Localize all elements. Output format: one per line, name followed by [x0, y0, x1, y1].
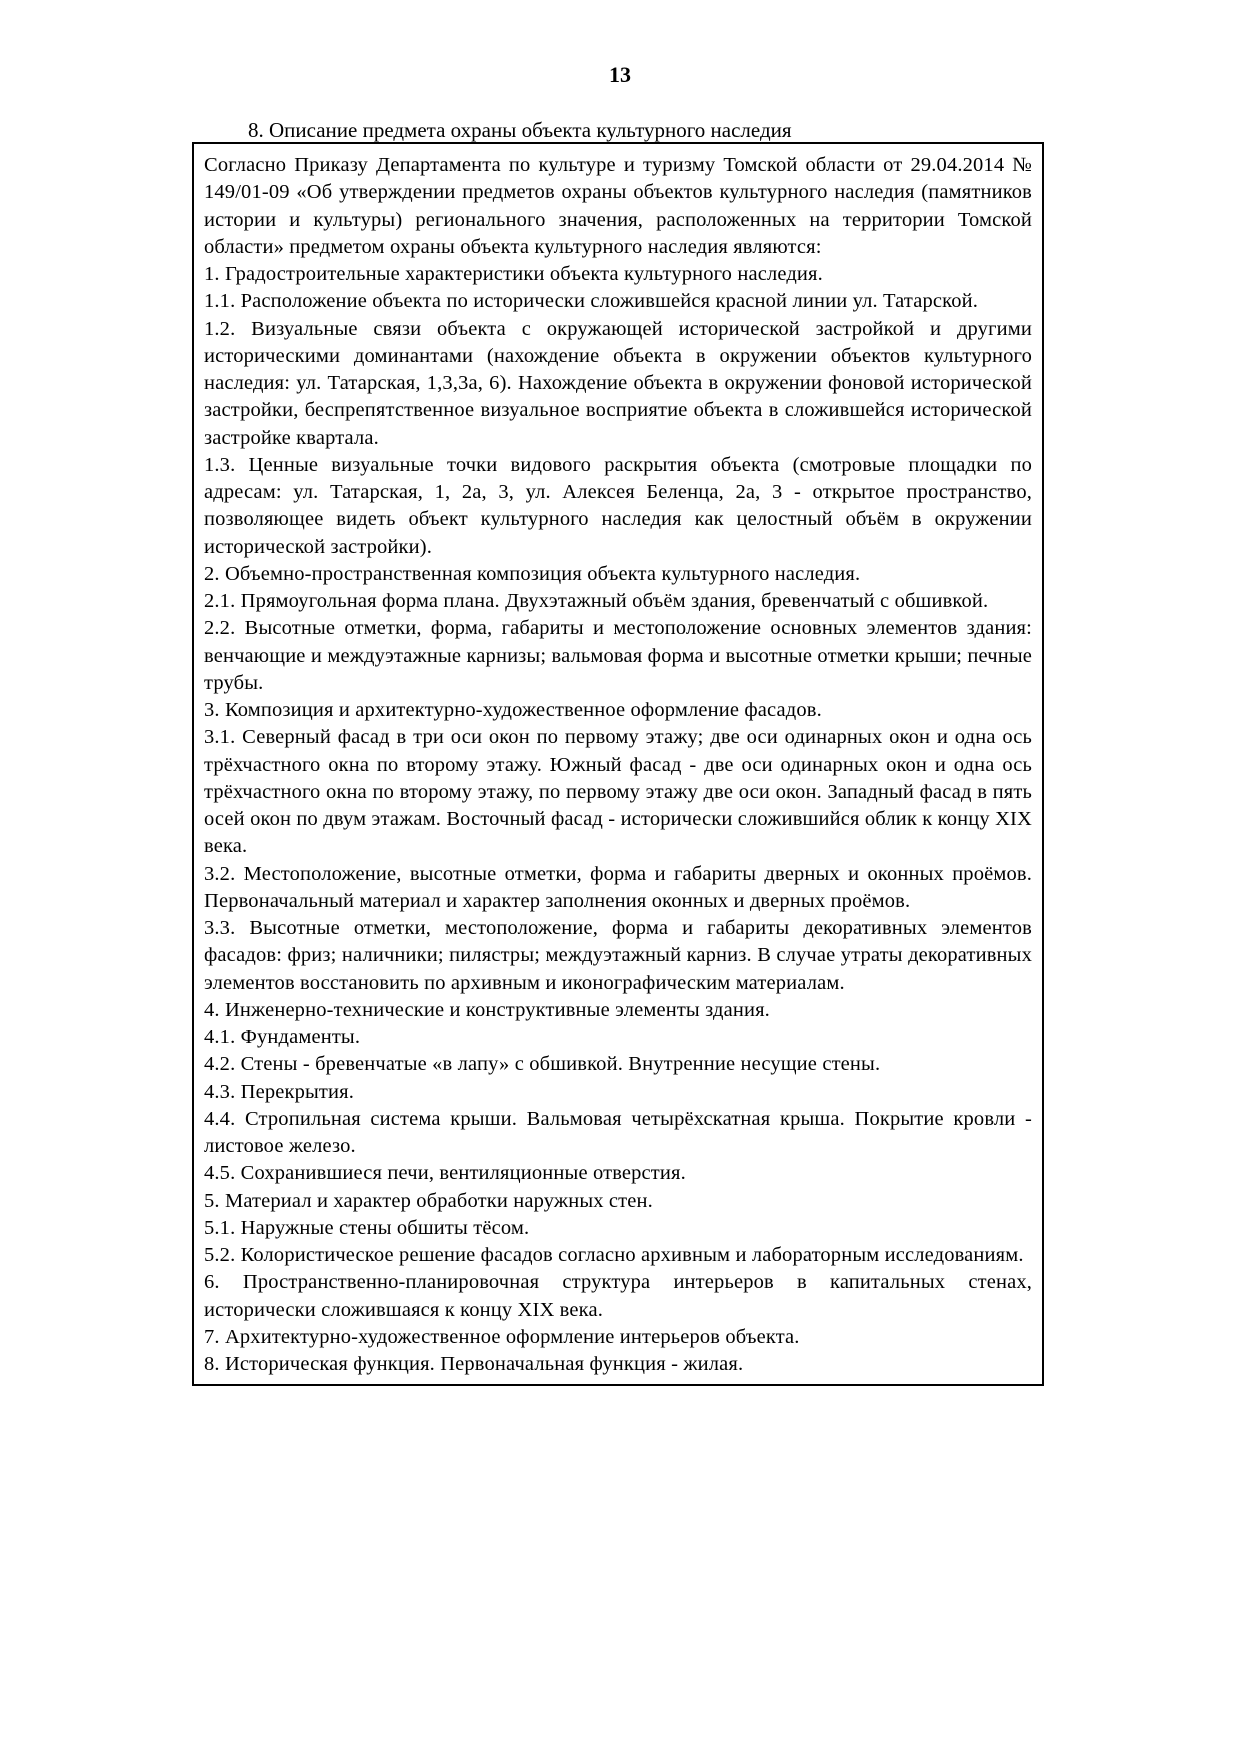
- paragraph: 2.2. Высотные отметки, форма, габариты и местоположение основных элементов здания: венчающие и междуэтажные карнизы; вальмовая форма и высотные отметки крыши; печные трубы.: [204, 617, 1032, 694]
- paragraph: 8. Историческая функция. Первоначальная функция - жилая.: [204, 1353, 744, 1375]
- paragraph: 3.1. Северный фасад в три оси окон по первому этажу; две оси одинарных окон и одна ось трёхчастного окна по второму этажу. Южный фасад - две оси одинарных окон и одна ось трёхчастного окна по второму этажу, по первому этажу две оси окон. Западный фасад в пять осей окон по двум этажам. Восточный фасад - исторически сложившийся облик к концу XIX века.: [204, 726, 1032, 858]
- paragraph: 2. Объемно-пространственная композиция объекта культурного наследия.: [204, 562, 861, 585]
- paragraph: 4.2. Стены - бревенчатые «в лапу» с обшивкой. Внутренние несущие стены.: [204, 1053, 881, 1076]
- paragraph: 3.2. Местоположение, высотные отметки, форма и габариты дверных и оконных проёмов. Первоначальный материал и характер заполнения оконных и дверных проёмов.: [204, 862, 1032, 912]
- paragraph: 1.1. Расположение объекта по исторически сложившейся красной линии ул. Татарской.: [204, 290, 979, 313]
- paragraph: Согласно Приказу Департамента по культуре и туризму Томской области от 29.04.2014 № 149/01-09 «Об утверждении предметов охраны объектов культурного наследия (памятников истории и культуры) регионального значения, расположенных на территории Томской области» предметом охраны объекта культурного наследия являются:: [204, 154, 1032, 258]
- protection-subject-box: [192, 142, 1044, 1386]
- page-number: 13: [609, 62, 631, 87]
- paragraph: 4. Инженерно-технические и конструктивные элементы здания.: [204, 998, 770, 1021]
- paragraph: 4.3. Перекрытия.: [204, 1080, 354, 1103]
- paragraph: 1. Градостроительные характеристики объекта культурного наследия.: [204, 263, 823, 285]
- paragraph: 4.4. Стропильная система крыши. Вальмовая четырёхскатная крыша. Покрытие кровли - листовое железо.: [204, 1107, 1032, 1157]
- paragraph: 3.3. Высотные отметки, местоположение, форма и габариты декоративных элементов фасадов: фриз; наличники; пилястры; междуэтажный карниз. В случае утраты декоративных элементов восстановить по архивным и иконографическим материалам.: [204, 917, 1032, 994]
- paragraph: 4.1. Фундаменты.: [204, 1026, 361, 1048]
- paragraph: 5.2. Колористическое решение фасадов согласно архивным и лабораторным исследованиям.: [204, 1244, 1024, 1266]
- paragraph: 6. Пространственно-планировочная структура интерьеров в капитальных стенах, исторически сложившаяся к концу XIX века.: [204, 1271, 1032, 1321]
- paragraph: 1.2. Визуальные связи объекта с окружающей исторической застройкой и другими историческими доминантами (нахождение объекта в окружении объектов культурного наследия: ул. Татарская, 1,3,3а, 6). Нахождение объекта в окружении фоновой исторической застройки, беспрепятственное визуальное восприятие объекта в сложившейся исторической застройке квартала.: [204, 317, 1032, 449]
- section-heading: 8. Описание предмета охраны объекта культурного наследия: [248, 118, 792, 142]
- paragraph: 5.1. Наружные стены обшиты тёсом.: [204, 1216, 530, 1239]
- paragraph: 3. Композиция и архитектурно-художественное оформление фасадов.: [204, 699, 822, 721]
- paragraph: 1.3. Ценные визуальные точки видового раскрытия объекта (смотровые площадки по адресам: ул. Татарская, 1, 2а, 3, ул. Алексея Беленца, 2а, 3 - открытое пространство, позволяющее видеть объект культурного наследия как целостный объём в окружении исторической застройки).: [204, 453, 1032, 558]
- paragraph: 4.5. Сохранившиеся печи, вентиляционные отверстия.: [204, 1162, 686, 1185]
- paragraph: 5. Материал и характер обработки наружных стен.: [204, 1189, 653, 1212]
- paragraph: 7. Архитектурно-художественное оформление интерьеров объекта.: [204, 1325, 800, 1348]
- paragraph: 2.1. Прямоугольная форма плана. Двухэтажный объём здания, бревенчатый с обшивкой.: [204, 590, 989, 612]
